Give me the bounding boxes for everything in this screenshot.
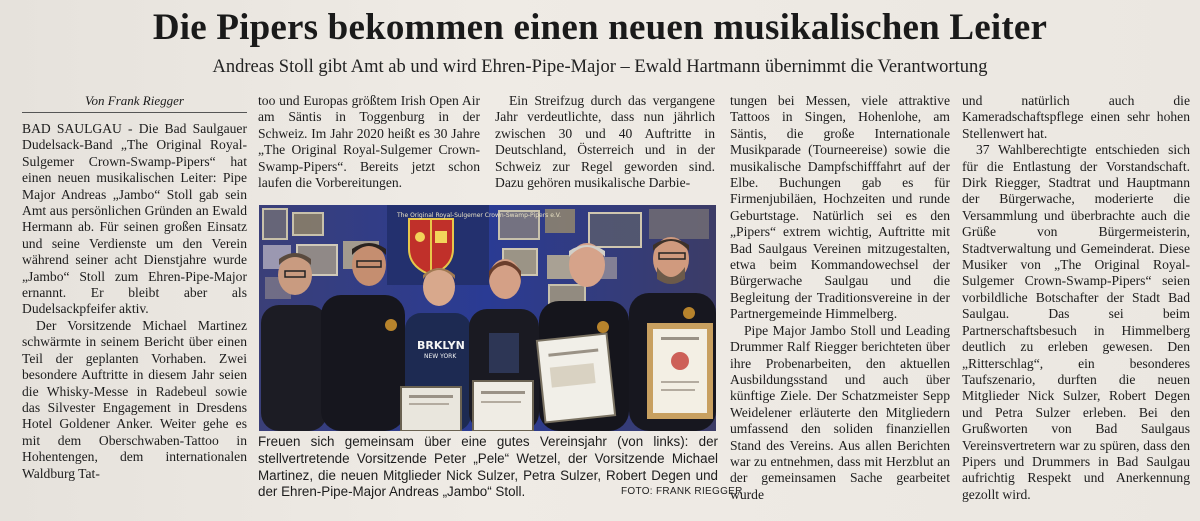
- group-photo-illustration: [259, 205, 716, 431]
- text-column-5: [962, 93, 1190, 503]
- group-photo: [259, 205, 716, 431]
- text-column-2: [258, 93, 480, 191]
- paragraph: tungen bei Messen, viele attraktive Tattoos in Singen, Hohenlohe, am Säntis, die große Internationale Musikparade (Tourneereise) sowie die musikalische Dampfschifffahrt auf der Elbe. Buchungen gab es für Firmenjubiläen, Hochzeiten und runde Geburtstage. Natürlich sei es den „Pipers“ extrem wichtig, Auftritte mit Bad Saulgaus Vereinen mitzugestalten, etwa beim Kommandowechsel der Bürgerwache Saulgau und die Begleitung der Traditionsvereine in der Partnergemeinde Himmelberg.: [730, 93, 950, 322]
- paragraph: Ein Streifzug durch das vergangene Jahr verdeutlichte, dass nun jährlich zwischen 30 und 40 Auftritte in Deutschland, Österreich und in der Schweiz zur Regel geworden sind. Dazu gehören musikalische Darbie-: [495, 93, 715, 191]
- paragraph: 37 Wahlberechtigte entschieden sich für die Entlastung der Vorstandschaft. Dirk Riegger, Stadtrat und Hauptmann der Bürgerwache, moderierte die Versammlung und überbrachte auch die Grüße von Bürgermeisterin, Stadtverwaltung und Gemeinderat. Diese Musiker von „The Original Royal-Sulgemer Crown-Swamp-Pipers“ seien vorbildliche Botschafter der Stadt Bad Saulgau. Das sei beim Partnerschaftsbesuch in Himmelberg deutlich zu erleben gewesen. Den „Ritterschlag“, ein besonderes Taufszenario, durften die neuen Mitglieder Nick Sulzer, Robert Degen und Petra Sulzer erleben. Bei den Grußworten von Bad Saulgaus Vereinsvertretern war zu spüren, dass den Pipers und Drummers in Bad Saulgau aufrichtig Respekt und Anerkennung gezollt wird.: [962, 142, 1190, 502]
- shirt-subprint: NEW YORK: [424, 353, 457, 360]
- paragraph: Pipe Major Jambo Stoll und Leading Drummer Ralf Riegger berichteten über ihre Probenarbeiten, den aktuellen Ausbildungsstand und auch über künftige Ziele. Der Schatzmeister Sepp Weidelener erläuterte den Mitgliedern umfassend den soliden finanziellen Stand des Vereins. Aus allen Berichten war zu entnehmen, dass mit Herzblut an der gemeinsamen Sache gearbeitet wurde: [730, 322, 950, 502]
- paragraph: BAD SAULGAU - Die Bad Saulgauer Dudelsack-Band „The Original Royal-Sulgemer Crown-Swamp-Pipers“ hat einen neuen musikalischen Leiter: Pipe Major Andreas „Jambo“ Stoll gab sein Amt aus persönlichen Gründen an Ewald Hermann ab. Für seinen großen Einsatz und seine Verdienste um den Verein während seiner acht Dienstjahre wurde „Jambo“ Stoll zum Ehren-Pipe-Major ernannt. Er bleibt aber als Dudelsackpfeifer aktiv.: [22, 121, 247, 317]
- paragraph: und natürlich auch die Kameradschaftspflege einen sehr hohen Stellenwert hat.: [962, 93, 1190, 141]
- photo-credit: FOTO: FRANK RIEGGER: [621, 486, 743, 497]
- headline: Die Pipers bekommen einen neuen musikalischen Leiter: [152, 7, 1048, 48]
- shirt-print: BRKLYN: [417, 339, 465, 352]
- byline: Von Frank Riegger: [85, 93, 184, 108]
- paragraph: too und Europas größtem Irish Open Air am Säntis in Toggenburg in der Schweiz. Im Jahr 2020 heißt es 30 Jahre „The Original Royal-Sulgemer Crown-Swamp-Pipers“. Bereits jetzt schon laufen die Vorbereitungen.: [258, 93, 480, 191]
- text-column-4: [730, 93, 950, 503]
- text-column-1: [22, 121, 247, 482]
- byline-rule: [22, 112, 247, 113]
- photo-caption: Freuen sich gemeinsam über eine gutes Vereinsjahr (von links): der stellvertretende Vorsitzende Peter „Pele“ Wetzel, der Vorsitzende Michael Martinez, die neuen Mitglieder Nick Sulzer, Petra Sulzer, Robert Degen und der Ehren-Pipe-Major Andreas „Jambo“ Stoll.: [258, 434, 718, 500]
- paragraph: Der Vorsitzende Michael Martinez schwärmte in seinem Bericht über einen Teil der geplanten Vorhaben. Zwei besondere Auftritte in diesem Jahr seien die Whisky-Messe in Radebeul sowie das Silvester Engagement in Dresdens Hotel Goldener Anker. Weiter gehe es mit dem Oberschwaben-Tattoo in Hohentengen, dem internationalen Waldburg Tat-: [22, 317, 247, 481]
- subheadline: Andreas Stoll gibt Amt ab und wird Ehren-Pipe-Major – Ewald Hartmann übernimmt die Verantwortung: [212, 57, 988, 77]
- text-column-3: [495, 93, 715, 191]
- banner-text: The Original Royal-Sulgemer Crown-Swamp-Pipers e.V.: [397, 212, 562, 219]
